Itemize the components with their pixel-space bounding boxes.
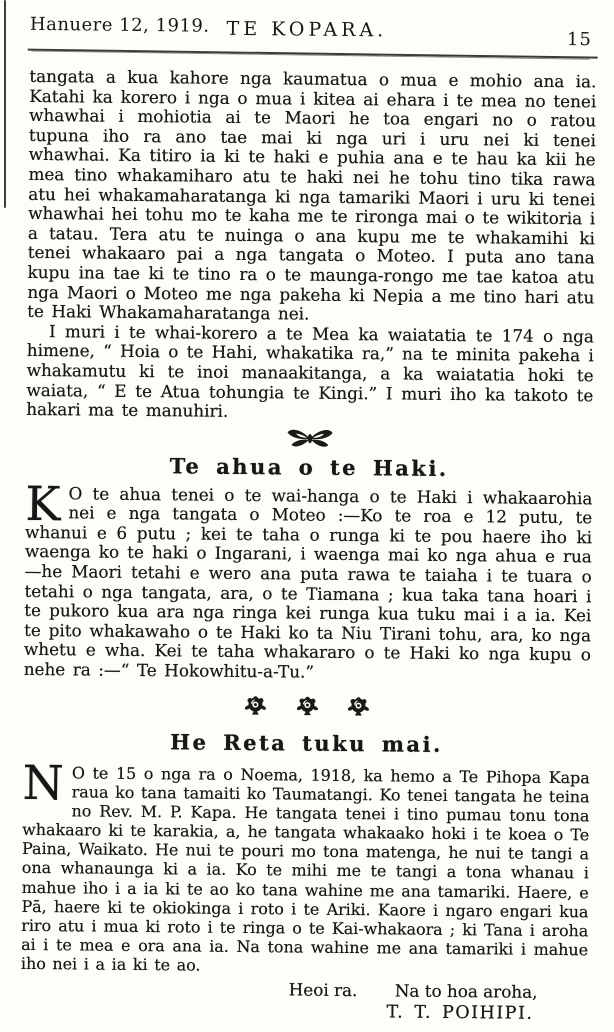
rosette-icon <box>295 694 319 718</box>
butterfly-fleuron-icon <box>285 428 333 449</box>
paragraph-dropcap <box>20 755 590 978</box>
page-header <box>29 10 592 53</box>
article-title: Te ahua o te Haki. <box>169 452 449 481</box>
section-divider <box>26 426 593 455</box>
page-number: 15 <box>566 29 592 51</box>
paragraph-dropcap <box>23 476 593 685</box>
article-title: He Reta tuku mai. <box>170 728 444 757</box>
paragraph: I muri i te whai-korero a te Mea ka waiatatia te 174 o nga himene, “ Hoia o te Hahi, whakatika ra,” na te minita pakeha i whakamutu ki te inoi manaakitanga, a ka waiatatia hoki te waiata, “ E te Atua tohungia te Kingi.” I muri iho ka takoto te hakari ma te manuhiri. <box>26 320 595 421</box>
rosette-icon <box>346 695 370 719</box>
paragraph: tangata a kua kahore nga kaumatua o mua e mohio ana ia. Katahi ka korero i nga o mua i kitea ai ehara i te mea no tenei whawhai i mohiotia ai te Maori he toa engari no o ratou tupuna iho ra ano tae mai ki nga uri i uru nei ki tenei whawhai. Ka titiro ia ki te haki e puhia ana e te hau ka kii he mea tino whakamiharo atu te haki nei he tohu tino tika rawa atu hei whakamaharatanga ki nga tamariki Maori i uru ki tenei whawhai hei tohu mo te kaha me te rironga mai o te wikitoria i a tatau. Tera atu te nuinga o ana kupu me te whakamihi ki tenei whakaaro pai a nga tangata o Moteo. I puta ano tana kupu ina tae ki te tino ra o te maunga-rongo me tae katoa atu nga Maori o Moteo me nga pakeha ki Nepia a me tino hari atu te Haki Whakamaharatanga nei. <box>27 65 597 324</box>
dropcap-initial: K <box>25 476 61 532</box>
paragraph-text: O te 15 o nga ra o Noema, 1918, ka hemo a Te Pihopa Kapa raua ko tana tamaiti ko Taumatangi. Ko tenei tangata he teina no Rev. M. P. Kapa. He tangata tenei i tino pumau tonu tona whakaaro ki te karakia, a, he tangata whakaako hoki i te koea o Te Paina, Waikato. He nui te pouri mo tona matenga, he nui te tangi a ona whanaunga ki a ia. Ko te mihi me te tangi a tona whanau i mahue iho i a ia ki te ao ko tana wahine me ana tamariki. Haere, e Pā, haere ki te okiokinga i roto i te Ariki. Kaore i ngaro engari kua riro atu i mua ki roto i te ringa o te Kai-whakaora ; ki Tana i aroha ai i te mea e ora ana ia. Na tona wahine me ana tamariki i mahue iho nei i a ia ki te ao. <box>20 762 590 975</box>
masthead-title: TE KOPARA. <box>226 17 388 42</box>
closing-salutation: Na to hoa aroha, <box>394 980 538 1003</box>
rosette-icon <box>244 694 268 718</box>
dropcap-initial: N <box>22 755 65 811</box>
rosette-divider <box>23 691 590 724</box>
text-column <box>20 67 596 1025</box>
header-date: Hanuere 12, 1919. <box>29 13 210 37</box>
paragraph-text: O te ahua tenei o te wai-hanga o te Haki i whakaarohia nei e nga tangata o Moteo :—Ko te roa e 12 putu, te whanui e 6 putu ; kei te taha o runga ki te pou haere iho ki waenga ko te haki o Ingarani, i waenga mai ko nga ahua e rua—he Maori tetahi e wero ana puta rawa te taiaha i te tuara o tetahi o nga tangata, ara, o te Tiamana ; kua taka tana hoari i te pukoro kua ara nga ringa kei runga kua tuku mai i a ia. Kei te pito whakawaho o te Haki ko ta Niu Tirani tohu, ara, ko nga whetu e wha. Kei te taha whakararo o te Haki ko nga kupu o nehe ra :—“ Te Hokowhitu-a-Tu.” <box>23 482 593 682</box>
closing-heoi: Heoi ra. <box>288 979 358 1001</box>
signature: T. T. POIHIPI. <box>386 1002 534 1025</box>
